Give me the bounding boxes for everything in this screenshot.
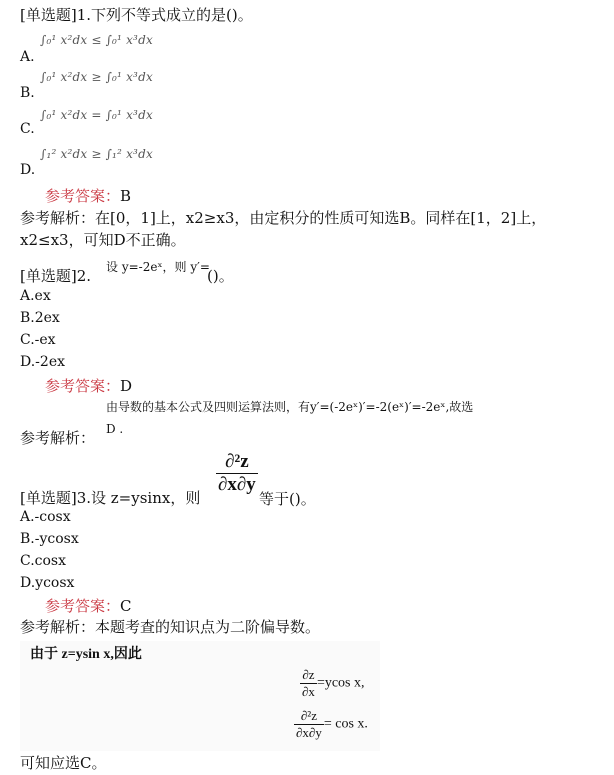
q3-answer-label: 参考答案： (45, 597, 121, 615)
q3-conclusion: 可知应选C。 (20, 754, 107, 772)
q1-option-d-label: D. (20, 162, 36, 178)
q1-answer-value: B (120, 187, 132, 205)
q2-answer-value: D (120, 377, 133, 395)
q3-work-eq1 (300, 667, 365, 700)
q1-option-c-label: C. (20, 121, 35, 137)
q1-option-c-formula: ∫₀¹ x²dx = ∫₀¹ x³dx (40, 108, 153, 122)
q3-eq2-rhs: = cos x. (323, 716, 368, 732)
q3-eq1-rhs: =ycos x, (316, 675, 365, 691)
q3-option-a: A.-cosx (20, 509, 71, 525)
q3-analysis-label: 参考解析： (20, 618, 96, 636)
q3-answer-value: C (120, 597, 132, 615)
q1-option-d-formula: ∫₁² x²dx ≥ ∫₁² x³dx (40, 147, 153, 161)
q2-answer-label: 参考答案： (45, 377, 121, 395)
q3-stem-prefix: [单选题]3.设 z=ysinx，则 (20, 489, 201, 507)
q2-analysis-tail: D . (106, 422, 124, 436)
q1-option-b-formula: ∫₀¹ x²dx ≥ ∫₀¹ x³dx (40, 70, 153, 84)
q1-analysis-line1 (20, 207, 546, 228)
q2-answer (45, 375, 132, 396)
q1-stem: [单选题]1.下列不等式成立的是()。 (20, 6, 253, 24)
q3-eq2-denominator: ∂x∂y (296, 725, 322, 740)
q1-option-a-label: A. (20, 49, 35, 65)
q3-eq1-denominator: ∂x (302, 684, 315, 699)
q2-analysis-label: 参考解析： (20, 429, 96, 447)
q3-analysis (20, 616, 320, 637)
q1-analysis-text: 在[0，1]上，x2≥x3，由定积分的性质可知选B。同样在[1，2]上， (95, 209, 547, 227)
q3-frac-numerator: ∂²z (216, 451, 258, 474)
q1-answer (45, 185, 131, 206)
q3-option-b: B.-ycosx (20, 531, 79, 547)
q2-option-b: B.2ex (20, 310, 60, 326)
q1-option-a-formula: ∫₀¹ x²dx ≤ ∫₀¹ x³dx (40, 33, 153, 47)
q3-option-c: C.cosx (20, 553, 67, 569)
q3-answer (45, 595, 132, 616)
q1-analysis-label: 参考解析： (20, 209, 96, 227)
q2-analysis-text: 由导数的基本公式及四则运算法则，有y′=(-2eˣ)′=-2(eˣ)′=-2eˣ,故选 (106, 400, 474, 414)
q3-stem-suffix: 等于()。 (259, 490, 316, 508)
q3-option-d: D.ycosx (20, 575, 75, 591)
q3-analysis-text: 本题考查的知识点为二阶偏导数。 (95, 618, 321, 636)
q1-answer-label: 参考答案： (45, 187, 121, 205)
q2-option-a: A.ex (20, 288, 51, 304)
q3-stem-fraction (216, 451, 258, 496)
q2-stem-suffix: ()。 (207, 267, 234, 285)
q2-stem-formula: 设 y=-2eˣ，则 y′= (106, 260, 210, 274)
q1-analysis-line2: x2≤x3，可知D不正确。 (20, 231, 186, 249)
q3-eq1-numerator: ∂z (300, 667, 317, 684)
q2-option-d: D.-2ex (20, 354, 65, 370)
q2-stem-prefix: [单选题]2. (20, 267, 92, 285)
q3-eq2-numerator: ∂²z (294, 708, 324, 725)
q1-option-b-label: B. (20, 85, 35, 101)
q3-work-intro: 由于 z=ysin x,因此 (30, 647, 142, 662)
q3-frac-denominator: ∂x∂y (218, 474, 256, 495)
q2-option-c: C.-ex (20, 332, 56, 348)
q3-work-eq2 (294, 708, 368, 741)
